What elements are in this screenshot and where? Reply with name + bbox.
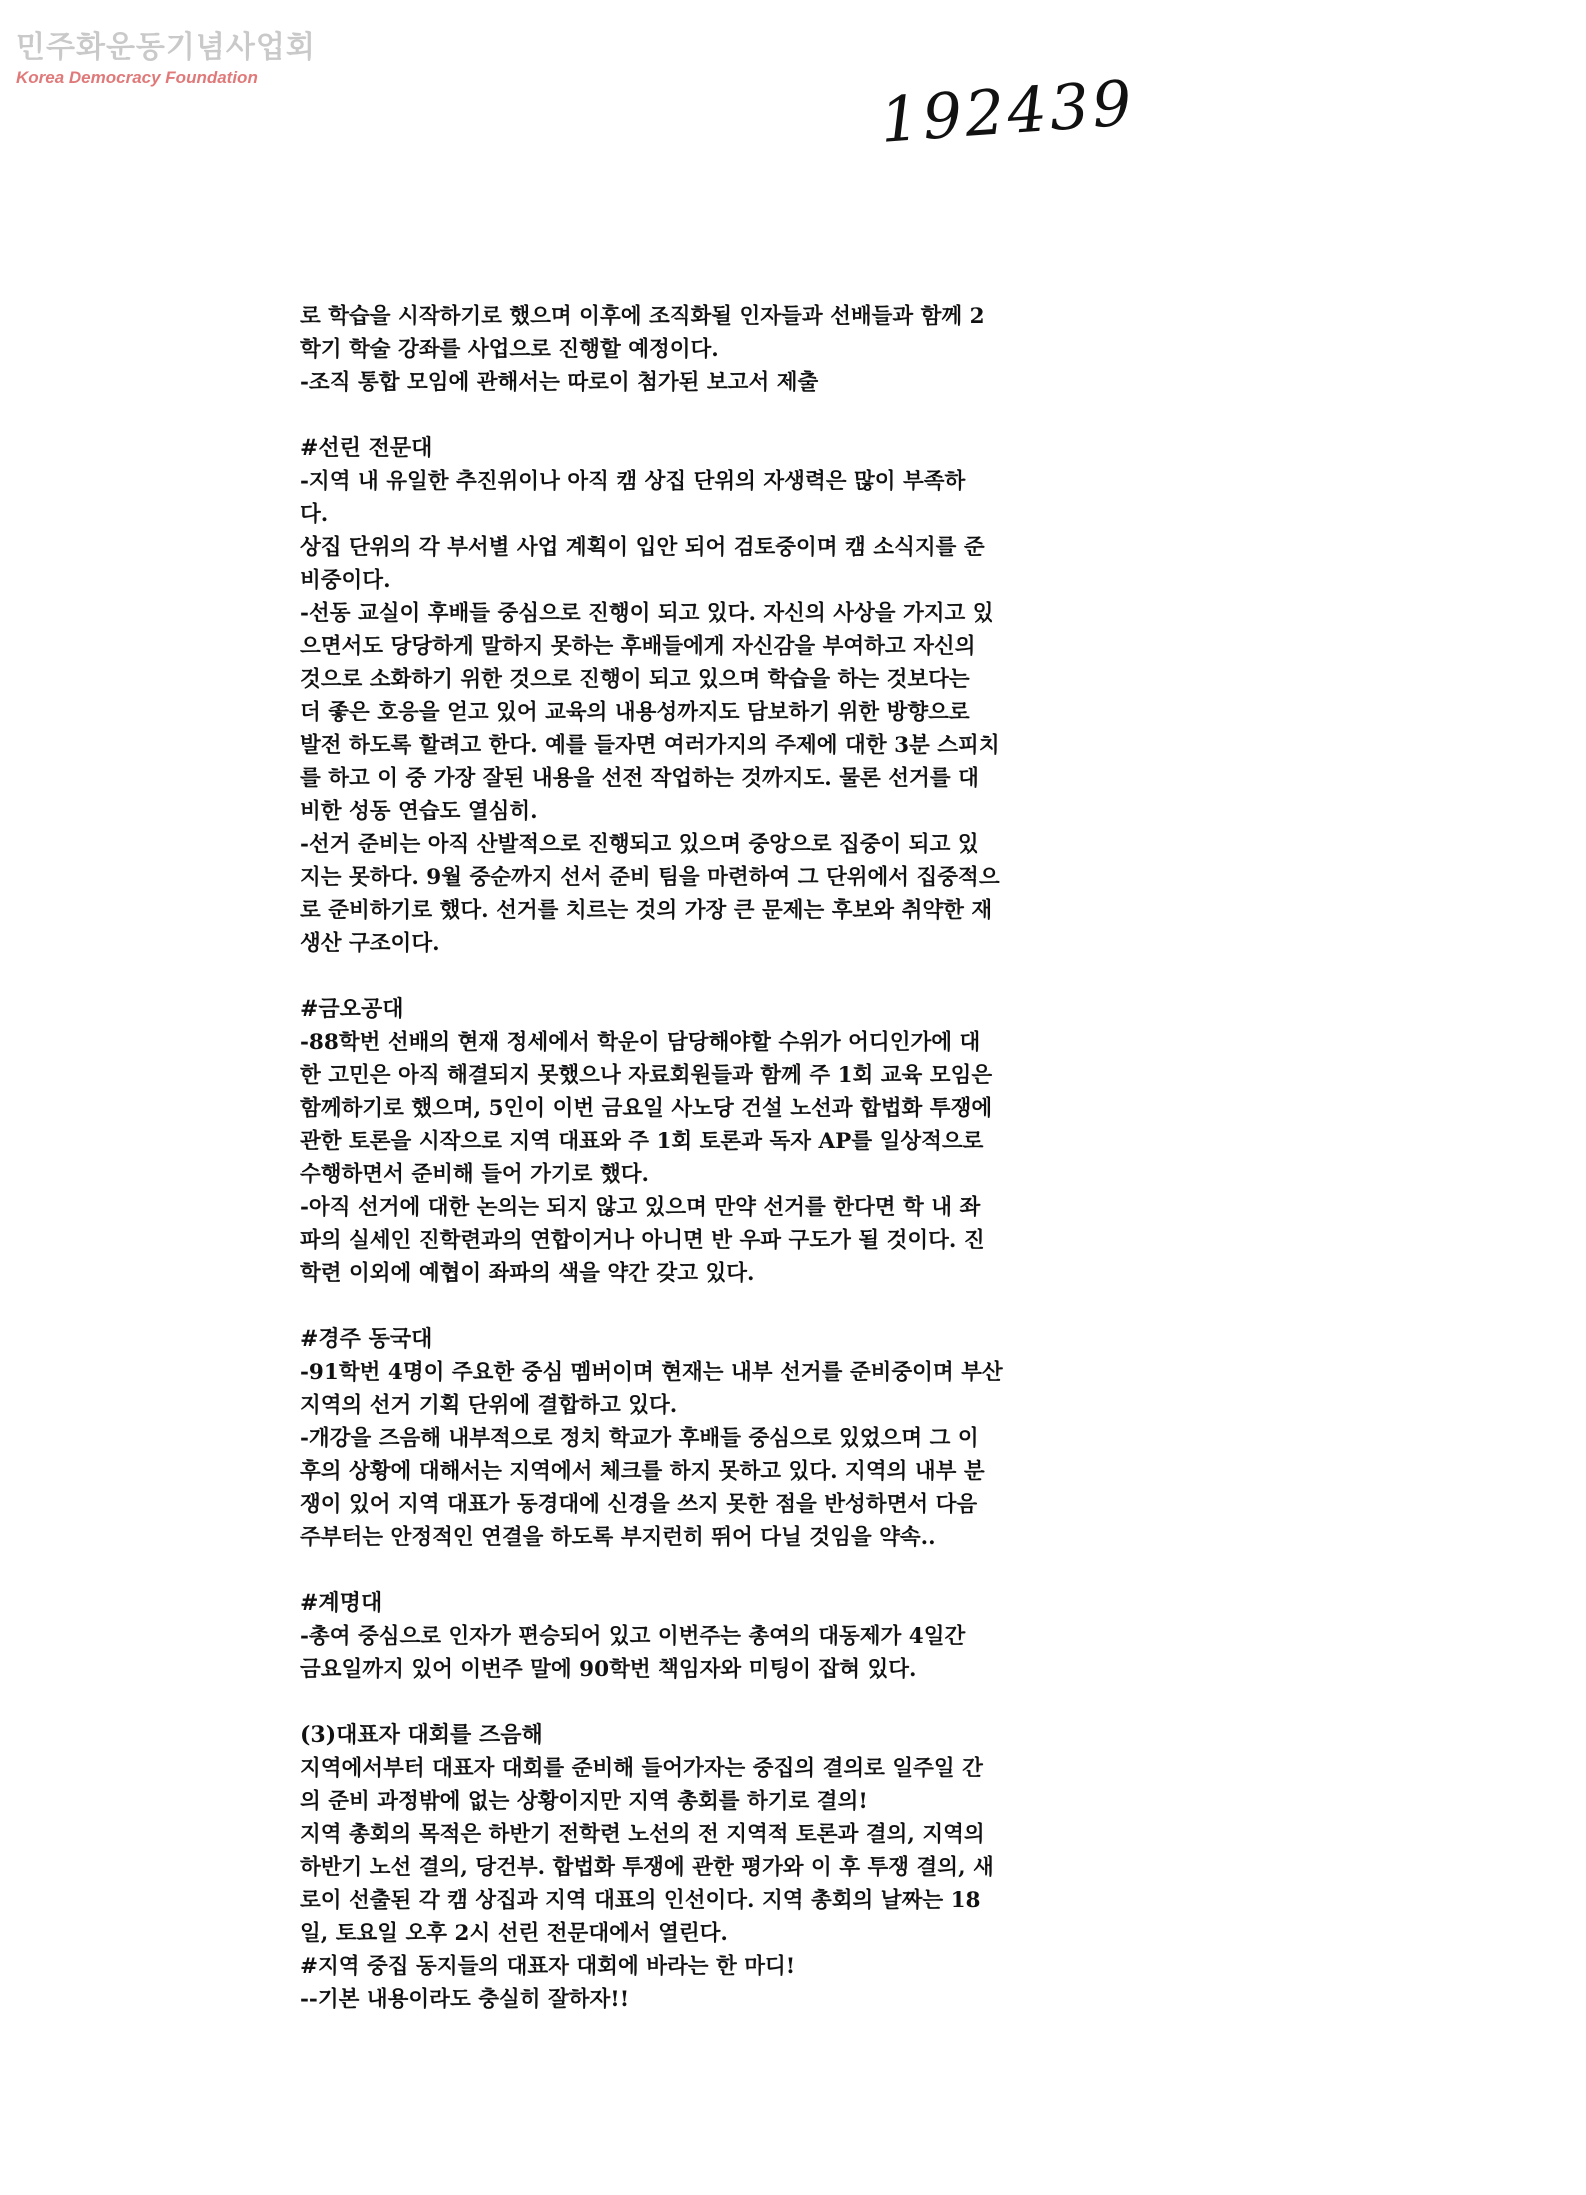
- text-line: 쟁이 있어 지역 대표가 동경대에 신경을 쓰지 못한 점을 반성하면서 다음: [300, 1492, 978, 1517]
- section-heading: #경주 동국대: [300, 1326, 433, 1352]
- handwritten-document-number: 192439: [877, 66, 1137, 157]
- text-line: 비중이다.: [300, 568, 391, 593]
- text-line: -지역 내 유일한 추진위이나 아직 캠 상집 단위의 자생력은 많이 부족하: [300, 469, 966, 494]
- text-line: 한 고민은 아직 해결되지 못했으나 자료회원들과 함께 주 1회 교육 모임은: [300, 1063, 993, 1088]
- section-gap: [300, 1290, 1180, 1323]
- watermark-korean: 민주화운동기념사업회: [16, 30, 316, 65]
- section-gap: [300, 399, 1180, 432]
- text-line: 지역의 선거 기획 단위에 결합하고 있다.: [300, 1393, 678, 1418]
- text-line: --기본 내용이라도 충실히 잘하자!!: [300, 1987, 630, 2012]
- text-line: 더 좋은 호응을 얻고 있어 교육의 내용성까지도 담보하기 위한 방향으로: [300, 700, 970, 725]
- text-line: -총여 중심으로 인자가 편승되어 있고 이번주는 총여의 대동제가 4일간: [300, 1624, 966, 1649]
- text-line: 지역에서부터 대표자 대회를 준비해 들어가자는 중집의 결의로 일주일 간: [300, 1756, 983, 1781]
- text-line: 지는 못하다. 9월 중순까지 선서 준비 팀을 마련하여 그 단위에서 집중적으: [300, 865, 1000, 890]
- foundation-watermark: [16, 22, 316, 88]
- text-line: 금요일까지 있어 이번주 말에 90학번 책임자와 미팅이 잡혀 있다.: [300, 1657, 917, 1682]
- watermark-english: Korea Democracy Foundation: [16, 68, 258, 87]
- text-line: 로이 선출된 각 캠 상집과 지역 대표의 인선이다. 지역 총회의 날짜는 18: [300, 1888, 981, 1913]
- text-line: -88학번 선배의 현재 정세에서 학운이 담당해야할 수위가 어디인가에 대: [300, 1030, 981, 1055]
- text-line: 상집 단위의 각 부서별 사업 계획이 입안 되어 검토중이며 캠 소식지를 준: [300, 535, 985, 560]
- text-line: 를 하고 이 중 가장 잘된 내용을 선전 작업하는 것까지도. 물론 선거를 대: [300, 766, 979, 791]
- text-line: 발전 하도록 할려고 한다. 예를 들자면 여러가지의 주제에 대한 3분 스피치: [300, 733, 1000, 758]
- text-line: 관한 토론을 시작으로 지역 대표와 주 1회 토론과 독자 AP를 일상적으로: [300, 1129, 984, 1154]
- text-line: 의 준비 과정밖에 없는 상황이지만 지역 총회를 하기로 결의!: [300, 1789, 868, 1814]
- text-line: -91학번 4명이 주요한 중심 멤버이며 현재는 내부 선거를 준비중이며 부산: [300, 1360, 1003, 1385]
- text-line: 주부터는 안정적인 연결을 하도록 부지런히 뛰어 다닐 것임을 약속..: [300, 1525, 936, 1550]
- text-line: 지역 총회의 목적은 하반기 전학련 노선의 전 지역적 토론과 결의, 지역의: [300, 1822, 985, 1847]
- text-line: 일, 토요일 오후 2시 선린 전문대에서 열린다.: [300, 1921, 728, 1946]
- text-line: 학련 이외에 예협이 좌파의 색을 약간 갖고 있다.: [300, 1261, 755, 1286]
- text-line: 비한 성동 연습도 열심히.: [300, 799, 538, 824]
- section-heading: #선린 전문대: [300, 435, 433, 461]
- text-line: 로 준비하기로 했다. 선거를 치르는 것의 가장 큰 문제는 후보와 취약한 재: [300, 898, 993, 923]
- section-heading: (3)대표자 대회를 즈음해: [300, 1722, 543, 1748]
- section-gap: [300, 1554, 1180, 1587]
- section-gap: [300, 1686, 1180, 1719]
- section-gap: [300, 960, 1180, 993]
- text-line: -조직 통합 모임에 관해서는 따로이 첨가된 보고서 제출: [300, 370, 819, 395]
- text-line: 학기 학술 강좌를 사업으로 진행할 예정이다.: [300, 337, 719, 362]
- section-heading: #계명대: [300, 1590, 383, 1616]
- text-line: 함께하기로 했으며, 5인이 이번 금요일 사노당 건설 노선과 합법화 투쟁에: [300, 1096, 993, 1121]
- text-line: -아직 선거에 대한 논의는 되지 않고 있으며 만약 선거를 한다면 학 내 좌: [300, 1195, 981, 1220]
- text-line: -선거 준비는 아직 산발적으로 진행되고 있으며 중앙으로 집중이 되고 있: [300, 832, 979, 857]
- text-line: 파의 실세인 진학련과의 연합이거나 아니면 반 우파 구도가 될 것이다. 진: [300, 1228, 985, 1253]
- section-heading: #금오공대: [300, 996, 404, 1022]
- text-line: 다.: [300, 502, 329, 527]
- text-line: 것으로 소화하기 위한 것으로 진행이 되고 있으며 학습을 하는 것보다는: [300, 667, 970, 692]
- text-line: #지역 중집 동지들의 대표자 대회에 바라는 한 마디!: [300, 1954, 796, 1979]
- text-line: 후의 상황에 대해서는 지역에서 체크를 하지 못하고 있다. 지역의 내부 분: [300, 1459, 985, 1484]
- text-line: -개강을 즈음해 내부적으로 정치 학교가 후배들 중심으로 있었으며 그 이: [300, 1426, 979, 1451]
- text-line: 으면서도 당당하게 말하지 못하는 후배들에게 자신감을 부여하고 자신의: [300, 634, 976, 659]
- text-line: -선동 교실이 후배들 중심으로 진행이 되고 있다. 자신의 사상을 가지고 있: [300, 601, 994, 626]
- text-line: 하반기 노선 결의, 당건부. 합법화 투쟁에 관한 평가와 이 후 투쟁 결의, 새: [300, 1855, 994, 1880]
- document-body: [300, 300, 1180, 2016]
- text-line: 수행하면서 준비해 들어 가기로 했다.: [300, 1162, 649, 1187]
- text-line: 로 학습을 시작하기로 했으며 이후에 조직화될 인자들과 선배들과 함께 2: [300, 304, 985, 329]
- text-line: 생산 구조이다.: [300, 931, 440, 956]
